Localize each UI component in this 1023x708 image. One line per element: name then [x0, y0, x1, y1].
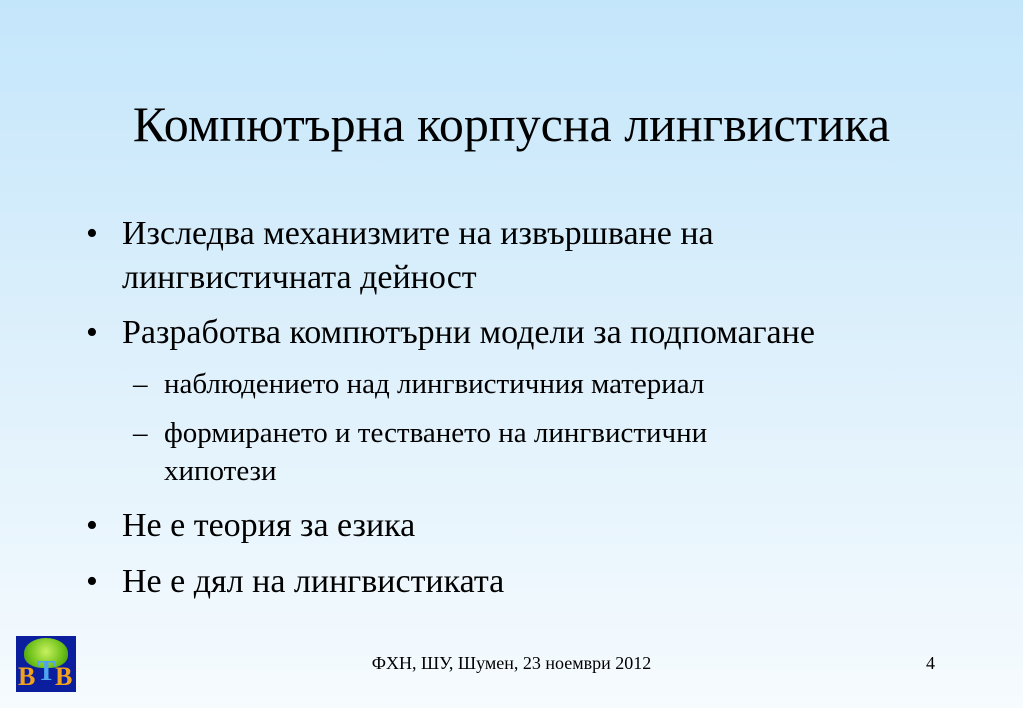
slide-title: Компютърна корпусна лингвистика [132, 96, 891, 152]
footer-text: ФХН, ШУ, Шумен, 23 ноември 2012 [371, 653, 652, 673]
bullet-text-line: лингвистичната дейност [122, 259, 477, 296]
bullet-text-line: Не е дял на лингвистиката [122, 563, 505, 600]
sub-bullet-marker: – [133, 417, 148, 449]
logo-letter: Т [37, 656, 56, 687]
bullet-marker: • [86, 215, 98, 252]
sub-bullet-text-line: наблюдението над лингвистичния материал [164, 368, 705, 400]
bullet-marker: • [86, 563, 98, 600]
sub-bullet-text-line: хипотези [164, 455, 277, 487]
bullet-text-line: Не е теория за езика [122, 507, 416, 544]
logo-letter: В [18, 662, 36, 691]
bullet-text-line: Изследва механизмите на извършване на [122, 215, 714, 252]
sub-bullet-marker: – [133, 368, 148, 400]
bullet-marker: • [86, 507, 98, 544]
logo-letter: В [55, 662, 73, 691]
bullet-marker: • [86, 314, 98, 351]
sub-bullet-text-line: формирането и тестването на лингвистични [164, 417, 708, 449]
bullet-text-line: Разработва компютърни модели за подпомагане [122, 314, 815, 351]
page-number: 4 [926, 653, 935, 673]
